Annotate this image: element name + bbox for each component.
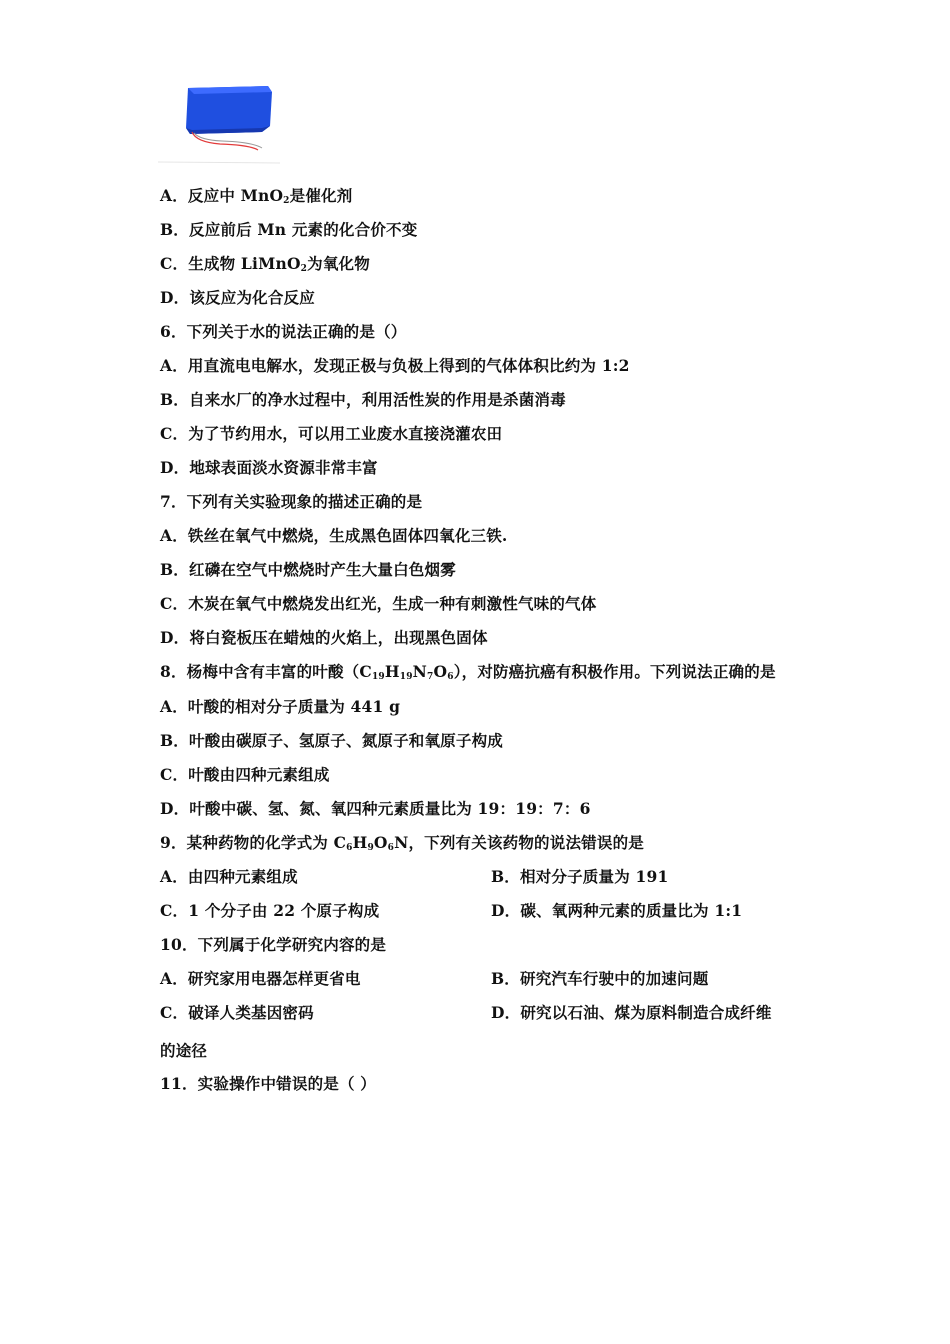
q6-option-a: A．用直流电电解水，发现正极与负极上得到的气体体积比约为 1:2 bbox=[160, 356, 630, 375]
q5-option-c: C．生成物 LiMnO$_2$为氧化物 bbox=[160, 254, 370, 274]
q7-option-a: A．铁丝在氧气中燃烧，生成黑色固体四氧化三铁. bbox=[160, 526, 508, 545]
q7-option-d: D．将白瓷板压在蜡烛的火焰上，出现黑色固体 bbox=[160, 628, 488, 647]
q5-option-b: B．反应前后 Mn 元素的化合价不变 bbox=[160, 220, 418, 239]
q8-stem: 8．杨梅中含有丰富的叶酸$(C_{19}H_{19}N_7O_6)$，对防癌抗癌有积极作用。下列说法正确的是 bbox=[160, 662, 776, 682]
q9-option-d: D．碳、氧两种元素的质量比为 1:1 bbox=[491, 901, 743, 920]
battery-image bbox=[150, 70, 290, 170]
q10-option-b: B．研究汽车行驶中的加速问题 bbox=[491, 969, 709, 988]
q7-option-c: C．木炭在氧气中燃烧发出红光，生成一种有刺激性气味的气体 bbox=[160, 594, 597, 613]
q5-option-d: D．该反应为化合反应 bbox=[160, 288, 315, 307]
q7-stem: 7．下列有关实验现象的描述正确的是 bbox=[160, 492, 423, 511]
q8-option-a: A．叶酸的相对分子质量为 441 g bbox=[160, 697, 401, 716]
q10-option-d: D．研究以石油、煤为原料制造合成纤维 bbox=[491, 1003, 772, 1022]
q10-option-a: A．研究家用电器怎样更省电 bbox=[160, 969, 361, 988]
q6-option-d: D．地球表面淡水资源非常丰富 bbox=[160, 458, 378, 477]
q9-option-c: C．1 个分子由 22 个原子构成 bbox=[160, 901, 380, 920]
q9-stem: 9．某种药物的化学式为 $C_6H_9O_6N$，下列有关该药物的说法错误的是 bbox=[160, 833, 644, 853]
q11-stem: 11．实验操作中错误的是（ ） bbox=[160, 1074, 376, 1093]
q8-option-c: C．叶酸由四种元素组成 bbox=[160, 765, 330, 784]
q10-option-d-continuation: 的途径 bbox=[160, 1041, 208, 1060]
q9-option-b: B．相对分子质量为 191 bbox=[491, 867, 669, 886]
q7-option-b: B．红磷在空气中燃烧时产生大量白色烟雾 bbox=[160, 560, 456, 579]
q5-option-a: A．反应中 MnO$_2$是催化剂 bbox=[160, 186, 353, 206]
q10-option-c: C．破译人类基因密码 bbox=[160, 1003, 314, 1022]
q9-option-a: A．由四种元素组成 bbox=[160, 867, 298, 886]
q6-option-b: B．自来水厂的净水过程中，利用活性炭的作用是杀菌消毒 bbox=[160, 390, 566, 409]
q6-stem: 6．下列关于水的说法正确的是（） bbox=[160, 322, 407, 341]
q10-stem: 10．下列属于化学研究内容的是 bbox=[160, 935, 387, 954]
q8-option-b: B．叶酸由碳原子、氢原子、氮原子和氧原子构成 bbox=[160, 731, 504, 750]
q8-option-d: D．叶酸中碳、氢、氮、氧四种元素质量比为 19：19：7：6 bbox=[160, 799, 591, 818]
q6-option-c: C．为了节约用水，可以用工业废水直接浇灌农田 bbox=[160, 424, 503, 443]
